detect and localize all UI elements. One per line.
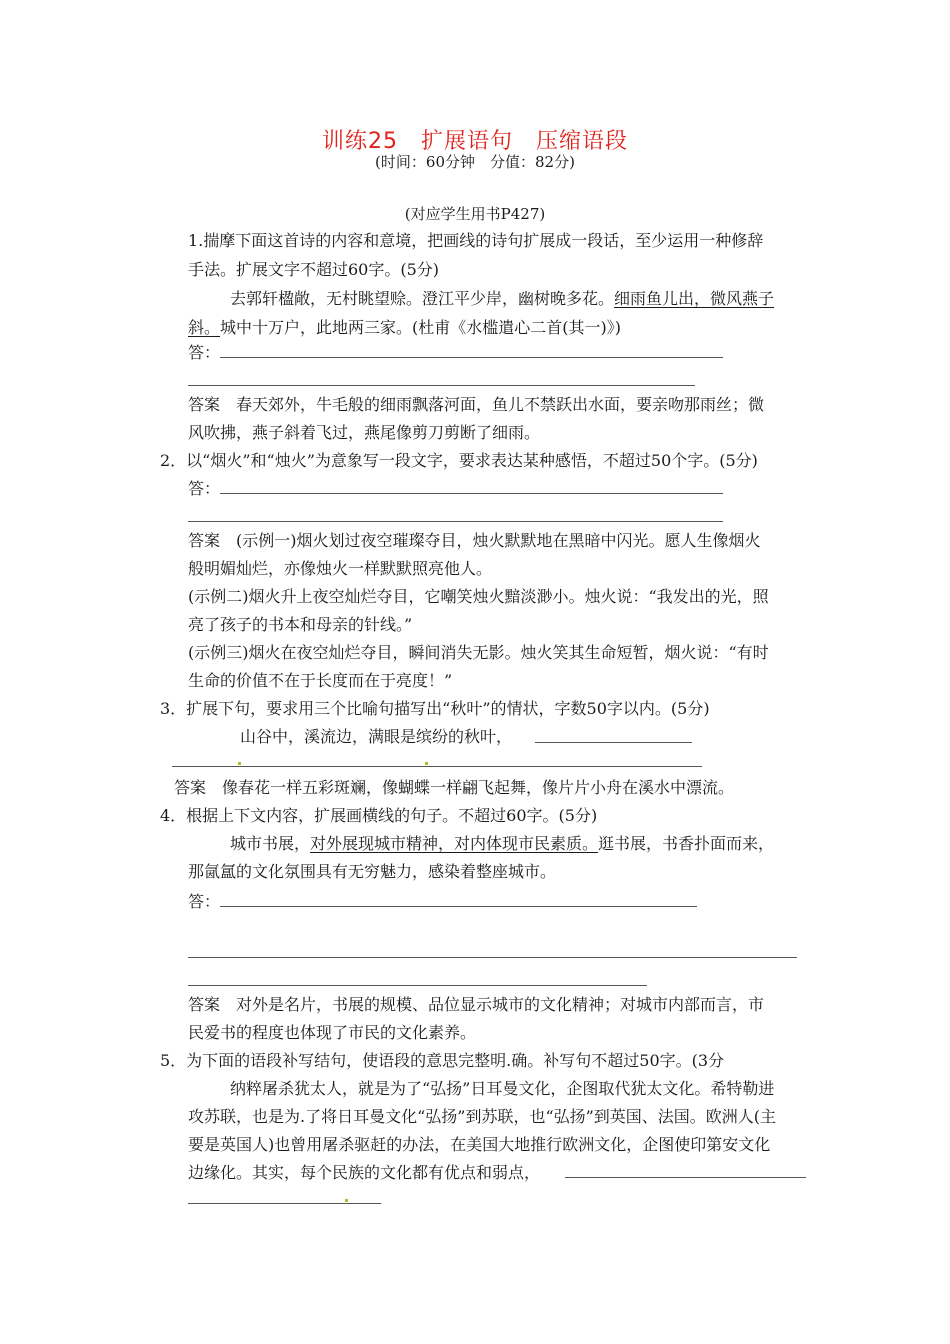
q1-line2: 手法。扩展文字不超过60字。(5分): [188, 260, 440, 279]
q4-para-post: 逛书展，书香扑面而来，: [598, 834, 775, 853]
scan-dot: [238, 762, 241, 765]
q4-line1: 4．根据上下文内容，扩展画横线的句子。不超过60字。(5分): [160, 806, 598, 825]
q3-prompt: 山谷中，溪流边，满眼是缤纷的秋叶，: [240, 727, 513, 746]
q2-answer-line[interactable]: [188, 521, 723, 522]
q3-line1: 3．扩展下句，要求用三个比喻句描写出“秋叶”的情状，字数50字以内。(5分): [160, 699, 710, 718]
q5-line1: 5．为下面的语段补写结句，使语段的意思完整明.确。补写句不超过50字。(3分: [160, 1051, 725, 1070]
q2-example2-line1: (示例二)烟火升上夜空灿烂夺目，它嘲笑烛火黯淡渺小。烛火说：“我发出的光，照: [188, 587, 769, 606]
book-reference: (对应学生用书P427): [404, 205, 546, 223]
q5-para-line2: 攻苏联，也是为.了将日耳曼文化“弘扬”到苏联，也“弘扬”到英国、法国。欧洲人(主: [188, 1107, 777, 1126]
q1-answer-text-2: 风吹拂，燕子斜着飞过，燕尾像剪刀剪断了细雨。: [188, 423, 541, 442]
q5-fill-line[interactable]: [565, 1177, 806, 1178]
q1-poem-underlined-1: 细雨鱼儿出，微风燕子: [614, 289, 775, 308]
q2-example2-line2: 亮了孩子的书本和母亲的针线。”: [188, 615, 413, 634]
q2-line1: 2．以“烟火”和“烛火”为意象写一段文字，要求表达某种感悟，不超过50个字。(5分): [160, 451, 758, 470]
q3-answer-line[interactable]: [172, 766, 702, 767]
q4-answer-text-1: 答案 对外是名片，书展的规模、品位显示城市的文化精神；对城市内部而言，市: [188, 995, 765, 1014]
q1-answer-text-1: 答案 春天郊外，牛毛般的细雨飘落河面，鱼儿不禁跃出水面，要亲吻那雨丝；微: [188, 395, 765, 414]
q2-answer-line[interactable]: [220, 493, 723, 494]
scan-dot: [345, 1199, 348, 1202]
q2-example1-line1: 答案 (示例一)烟火划过夜空璀璨夺目，烛火默默地在黑暗中闪光。愿人生像烟火: [188, 531, 761, 550]
q1-poem-underlined-2: 斜。: [188, 318, 221, 337]
q4-answer-text-2: 民爱书的程度也体现了市民的文化素养。: [188, 1023, 477, 1042]
q2-answer-label: 答：: [188, 479, 221, 498]
q5-para-line3: 要是英国人)也曾用屠杀驱赶的办法，在美国大地推行欧洲文化，企图使印第安文化: [188, 1135, 771, 1154]
q4-answer-label: 答：: [188, 892, 221, 911]
q2-example1-line2: 般明媚灿烂，亦像烛火一样默默照亮他人。: [188, 559, 493, 578]
time-score-subtitle: (时间：60分钟 分值：82分): [375, 153, 575, 171]
q4-answer-line[interactable]: [220, 906, 697, 907]
q5-para-line1: 纳粹屠杀犹太人，就是为了“弘扬”日耳曼文化，企图取代犹太文化。希特勒进: [230, 1079, 775, 1098]
q2-example3-line2: 生命的价值不在于长度而在于亮度！”: [188, 671, 453, 690]
scan-dot: [425, 762, 428, 765]
q2-example3-line1: (示例三)烟火在夜空灿烂夺目，瞬间消失无影。烛火笑其生命短暂，烟火说：“有时: [188, 643, 769, 662]
q4-underlined-sentence: 对外展现城市精神，对内体现市民素质。: [310, 834, 599, 853]
q1-poem-pre: 去郭轩楹敞，无村眺望赊。澄江平少岸，幽树晚多花。: [230, 289, 615, 308]
q1-answer-line[interactable]: [188, 385, 695, 386]
q4-para-line2: 那氤氲的文化氛围具有无穷魅力，感染着整座城市。: [188, 862, 557, 881]
q1-poem-line2: [188, 318, 621, 338]
q4-para-line1: [230, 834, 774, 854]
q1-poem-line1: [230, 289, 774, 309]
q4-para-pre: 城市书展，: [230, 834, 311, 853]
q3-fill-line[interactable]: [535, 742, 692, 743]
q5-para-line4: 边缘化。其实，每个民族的文化都有优点和弱点，: [188, 1163, 541, 1182]
q1-answer-label: 答：: [188, 343, 221, 362]
q1-answer-line[interactable]: [220, 357, 723, 358]
q4-answer-line[interactable]: [188, 985, 647, 986]
page-title: 训练25 扩展语句 压缩语段: [322, 129, 628, 154]
q1-poem-post: 城中十万户，此地两三家。(杜甫《水槛遣心二首(其一)》): [220, 318, 621, 337]
q1-line1: 1.揣摩下面这首诗的内容和意境，把画线的诗句扩展成一段话，至少运用一种修辞: [188, 231, 764, 250]
q4-answer-line[interactable]: [188, 957, 797, 958]
q3-answer: 答案 像春花一样五彩斑斓，像蝴蝶一样翩飞起舞，像片片小舟在溪水中漂流。: [174, 778, 735, 797]
q5-fill-line[interactable]: [188, 1203, 381, 1204]
